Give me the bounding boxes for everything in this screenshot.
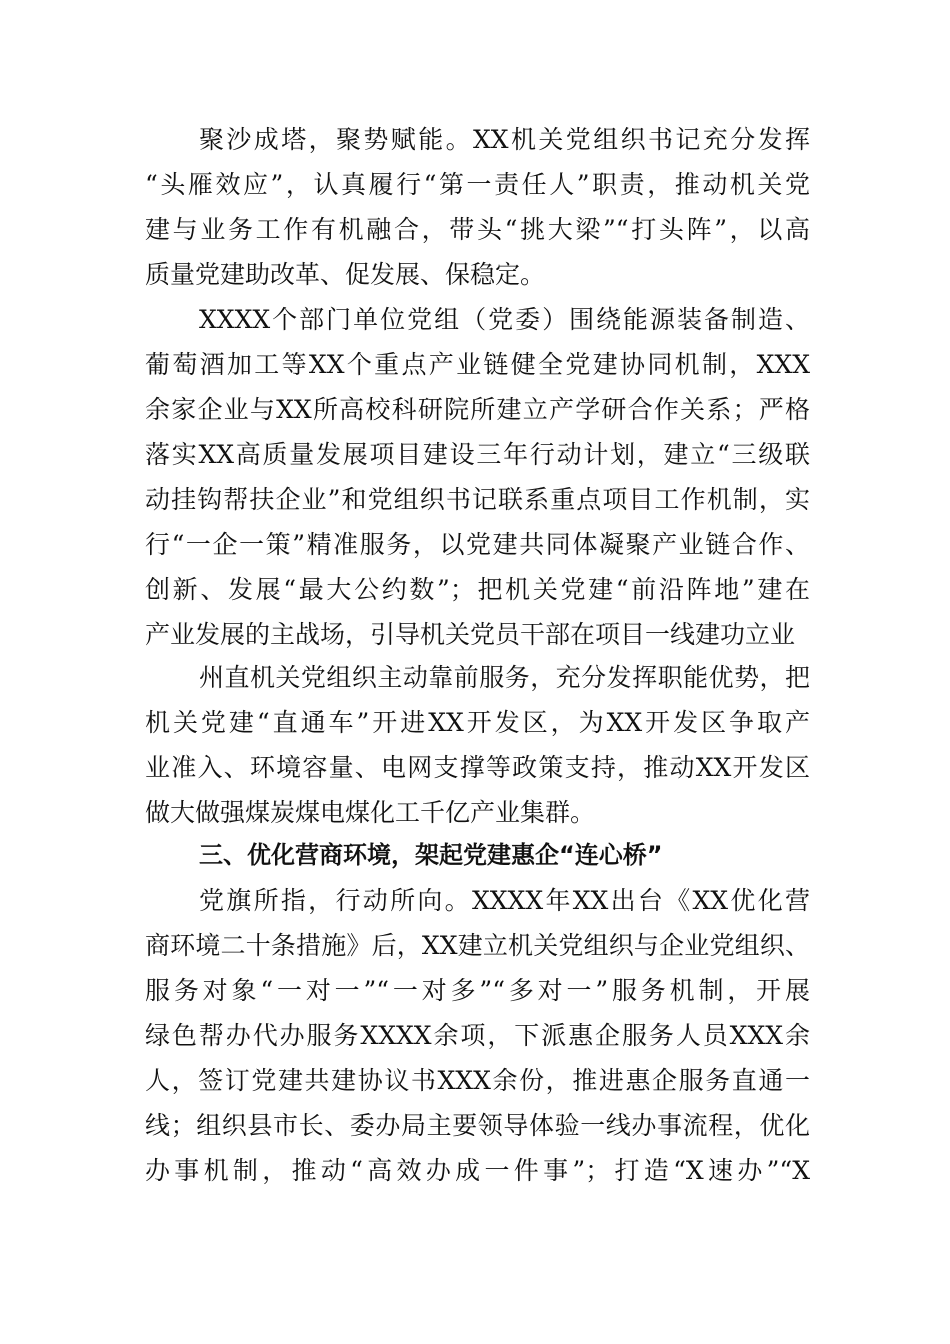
paragraph-line: 聚沙成塔，聚势赋能。XX机关党组织书记充分发挥 <box>199 125 810 154</box>
paragraph-line: 商环境二十条措施》后，XX建立机关党组织与企业党组织、 <box>145 931 810 960</box>
paragraph-line: 州直机关党组织主动靠前服务，充分发挥职能优势，把 <box>199 663 810 692</box>
paragraph-4 <box>145 878 810 1193</box>
paragraph-line: XXXX个部门单位党组（党委）围绕能源装备制造、 <box>199 305 810 334</box>
paragraph-line: 余家企业与XX所高校科研院所建立产学研合作关系；严格 <box>145 395 810 424</box>
paragraph-line: 办事机制，推动“高效办成一件事”；打造“X速办”“X <box>145 1156 810 1185</box>
paragraph-line: 做大做强煤炭煤电煤化工千亿产业集群。 <box>145 798 596 827</box>
paragraph-line: 绿色帮办代办服务XXXX余项，下派惠企服务人员XXX余 <box>145 1021 810 1050</box>
paragraph-line: 机关党建“直通车”开进XX开发区，为XX开发区争取产 <box>145 708 810 737</box>
paragraph-3 <box>145 655 810 835</box>
paragraph-line: “头雁效应”，认真履行“第一责任人”职责，推动机关党 <box>145 170 810 199</box>
paragraph-line: 党旗所指，行动所向。XXXX年XX出台《XX优化营 <box>199 886 810 915</box>
paragraph-line: 动挂钩帮扶企业”和党组织书记联系重点项目工作机制，实 <box>145 485 810 514</box>
paragraph-line: 葡萄酒加工等XX个重点产业链健全党建协同机制，XXX <box>145 350 810 379</box>
paragraph-line: 创新、发展“最大公约数”；把机关党建“前沿阵地”建在 <box>145 575 810 604</box>
paragraph-line: 质量党建助改革、促发展、保稳定。 <box>145 260 546 289</box>
paragraph-2 <box>145 297 810 657</box>
paragraph-line: 建与业务工作有机融合，带头“挑大梁”“打头阵”，以高 <box>145 215 811 244</box>
section-heading: 三、优化营商环境，架起党建惠企“连心桥” <box>199 841 663 869</box>
paragraph-line: 产业发展的主战场，引导机关党员干部在项目一线建功立业 <box>145 620 796 649</box>
paragraph-line: 行“一企一策”精准服务，以党建共同体凝聚产业链合作、 <box>145 530 810 559</box>
paragraph-line: 业准入、环境容量、电网支撑等政策支持，推动XX开发区 <box>145 753 810 782</box>
paragraph-1 <box>145 117 810 297</box>
paragraph-line: 人，签订党建共建协议书XXX余份，推进惠企服务直通一 <box>145 1066 810 1095</box>
paragraph-line: 线；组织县市长、委办局主要领导体验一线办事流程，优化 <box>145 1111 810 1140</box>
paragraph-line: 落实XX高质量发展项目建设三年行动计划，建立“三级联 <box>145 440 810 469</box>
paragraph-line: 服务对象“一对一”“一对多”“多对一”服务机制，开展 <box>145 976 810 1005</box>
